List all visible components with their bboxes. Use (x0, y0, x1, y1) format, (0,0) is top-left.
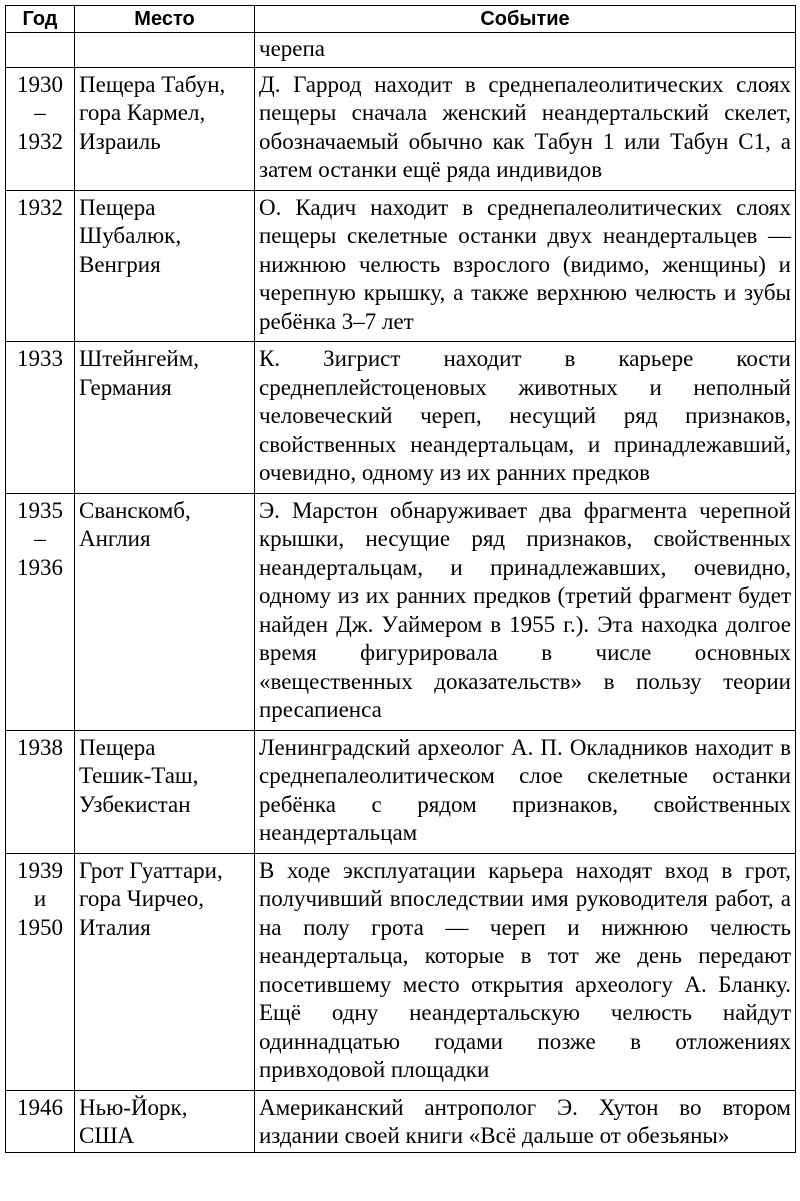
table-row (6, 190, 796, 342)
place-cell (75, 33, 255, 68)
findings-table (5, 5, 796, 1153)
table-row (6, 493, 796, 730)
year-cell: 1946 (6, 1090, 75, 1152)
table-row (6, 342, 796, 494)
place-cell: Пещера Табун, гора Кармел, Израиль (75, 67, 255, 190)
event-cell: Д. Гаррод находит в среднепалеолитических слоях пещеры сначала женский неандертальский скелет, обозначаемый обычно как Табун 1 или Табун С1, а затем останки ещё ряда индивидов (255, 67, 796, 190)
event-cell: Ленинградский археолог А. П. Окладников находит в среднепалеолитическом слое скелетные останки ребёнка с рядом признаков, свойственных неандертальцам (255, 730, 796, 853)
event-cell: К. Зигрист находит в карьере кости среднеплейстоценовых животных и неполный человеческий череп, несущий ряд признаков, свойственных неандертальцам, и принадлежавший, очевидно, одному из их ранних предков (255, 342, 796, 494)
header-event: Событие (255, 6, 796, 33)
year-cell: 1933 (6, 342, 75, 494)
event-cell: Э. Марстон обнаруживает два фрагмента черепной крышки, несущие ряд признаков, свойственных неандертальцам, и принадлежавших, очевидно, одному из их ранних предков (третий фрагмент будет найден Дж. Уаймером в 1955 г.). Эта находка долгое время фигурировала в числе основных «вещественных доказательств» в пользу теории пресапиенса (255, 493, 796, 730)
header-row (6, 6, 796, 33)
event-cell: О. Кадич находит в среднепалеолитических слоях пещеры скелетные останки двух неандертальцев — нижнюю челюсть взрослого (видимо, женщины) и черепную крышку, а также верхнюю челюсть и зубы ребёнка 3–7 лет (255, 190, 796, 342)
year-cell: 1939 и 1950 (6, 853, 75, 1090)
event-cell: черепа (255, 33, 796, 68)
event-cell: В ходе эксплуатации карьера находят вход в грот, получивший впоследствии имя руководителя работ, а на полу грота — череп и нижнюю челюсть неандертальца, которые в тот же день передают посетившему место открытия археологу А. Бланку. Ещё одну неандертальскую челюсть найдут одиннадцатью годами позже в отложениях привходовой площадки (255, 853, 796, 1090)
place-cell: Пещера Тешик-Таш, Узбекистан (75, 730, 255, 853)
table-row (6, 730, 796, 853)
place-cell: Сванскомб, Англия (75, 493, 255, 730)
year-cell: 1930 – 1932 (6, 67, 75, 190)
table-row (6, 1090, 796, 1152)
table-row (6, 33, 796, 68)
place-cell: Нью-Йорк, США (75, 1090, 255, 1152)
header-place: Место (75, 6, 255, 33)
header-year: Год (6, 6, 75, 33)
place-cell: Штейнгейм, Германия (75, 342, 255, 494)
year-cell: 1935 – 1936 (6, 493, 75, 730)
place-cell: Пещера Шубалюк, Венгрия (75, 190, 255, 342)
table-row (6, 853, 796, 1090)
place-cell: Грот Гуаттари, гора Чирчео, Италия (75, 853, 255, 1090)
event-cell: Американский антрополог Э. Хутон во втором издании своей книги «Всё дальше от обезьяны» (255, 1090, 796, 1152)
year-cell (6, 33, 75, 68)
year-cell: 1938 (6, 730, 75, 853)
year-cell: 1932 (6, 190, 75, 342)
table-row (6, 67, 796, 190)
